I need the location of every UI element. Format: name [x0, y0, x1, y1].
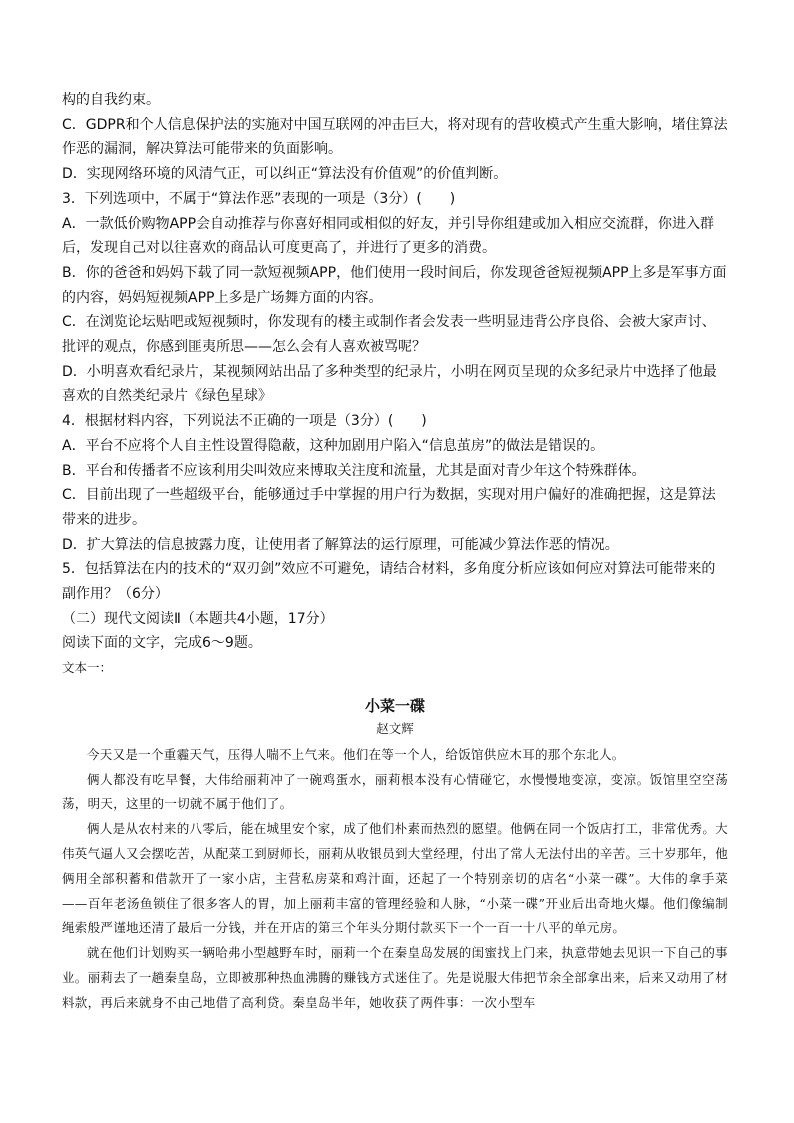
- question-5: 5．包括算法在内的技术的“双刃剑”效应不可避免，请结合材料，多角度分析应该如何应对算法可能带来的副作用？（6分）: [62, 561, 716, 603]
- q3-option-d: D．小明喜欢看纪录片，某视频网站出品了多种类型的纪录片，小明在网页呈现的众多纪录片中选择了他最喜欢的自然类纪录片《绿色星球》: [62, 363, 717, 405]
- story-paragraph: 俩人都没有吃早餐，大伟给丽莉冲了一碗鸡蛋水，丽莉根本没有心情碰它，水慢慢地变凉，变凉。饭馆里空空荡荡，明天，这里的一切就不属于他们了。: [62, 771, 728, 812]
- story-paragraph: 俩人是从农村来的八零后，能在城里安个家，成了他们朴素而热烈的愿望。他俩在同一个饭店打工，非常优秀。大伟英气逼人又会摆吃苦，从配菜工到厨师长，丽莉从收银员到大堂经理，付出了常人无法付出的辛苦。三十岁那年，他俩用全部积蓄和借款开了一家小店，主营私房菜和鸡汁面，还起了一个特别亲切的店名“小菜一碟”。大伟的拿手菜——百年老汤鱼锁住了很多客人的胃，加上丽莉丰富的管理经验和人脉，“小菜一碟”开业后出奇地火爆。他们像编制绳索般严谨地还清了最后一分钱，并在开店的第三个年头分期付款买下一个一百一十八平的单元房。: [62, 821, 728, 936]
- q3-option-a: A．一款低价购物APP会自动推荐与你喜好相同或相似的好友，并引导你组建或加入相应交流群，你进入群后，发现自己对以往喜欢的商品认可度更高了，并进行了更多的消费。: [62, 215, 715, 257]
- text-label: 文本一：: [62, 660, 113, 676]
- q4-option-a: A．平台不应将个人自主性设置得隐蔽，这种加剧用户陷入“信息茧房”的做法是错误的。: [62, 437, 605, 454]
- story-author: 赵文辉: [376, 720, 414, 736]
- option-c-line: C．GDPR和个人信息保护法的实施对中国互联网的冲击巨大，将对现有的营收模式产生重大影响，堵住算法作恶的漏洞，解决算法可能带来的负面影响。: [62, 116, 728, 158]
- q3-option-c: C．在浏览论坛贴吧或短视频时，你发现有的楼主或制作者会发表一些明显违背公序良俗、会被大家声讨、批评的观点，你感到匪夷所思——怎么会有人喜欢被骂呢？: [62, 314, 716, 356]
- story-paragraph: 今天又是一个重霾天气，压得人喘不上气来。他们在等一个人，给饭馆供应木耳的那个东北人。: [87, 746, 625, 762]
- story-title: 小菜一碟: [364, 696, 425, 715]
- q4-option-b: B．平台和传播者不应该利用尖叫效应来博取关注度和流量，尤其是面对青少年这个特殊群体。: [62, 462, 646, 479]
- section-heading: （二）现代文阅读Ⅱ（本题共4小题，17分）: [62, 610, 334, 627]
- option-d-line: D．实现网络环境的风清气正，可以纠正“算法没有价值观”的价值判断。: [62, 166, 508, 183]
- story-paragraph: 就在他们计划购买一辆哈弗小型越野车时，丽莉一个在秦皇岛发展的闺蜜找上门来，执意带她去见识一下自己的事业。丽莉去了一趟秦皇岛，立即被那种热血沸腾的赚钱方式迷住了。先是说服大伟把节余全部拿出来，后来又动用了材料款，再后来就身不由己地借了高利贷。秦皇岛半年，她收获了两件事：一次小型车: [62, 945, 728, 1010]
- q4-option-d: D．扩大算法的信息披露力度，让使用者了解算法的运行原理，可能减少算法作恶的情况。: [62, 536, 619, 553]
- reading-instruction: 阅读下面的文字，完成6～9题。: [62, 635, 262, 652]
- q4-option-c: C．目前出现了一些超级平台，能够通过手中掌握的用户行为数据，实现对用户偏好的准确把握，这是算法带来的进步。: [62, 487, 716, 528]
- text-line: 构的自我约束。: [62, 92, 160, 108]
- question-3: 3．下列选项中，不属于“算法作恶”表现的一项是（3分）( ): [62, 190, 456, 207]
- question-4: 4．根据材料内容，下列说法不正确的一项是（3分）( ): [62, 413, 427, 430]
- q3-option-b: B．你的爸爸和妈妈下载了同一款短视频APP，他们使用一段时间后，你发现爸爸短视频APP上多是军事方面的内容，妈妈短视频APP上多是广场舞方面的内容。: [62, 264, 727, 306]
